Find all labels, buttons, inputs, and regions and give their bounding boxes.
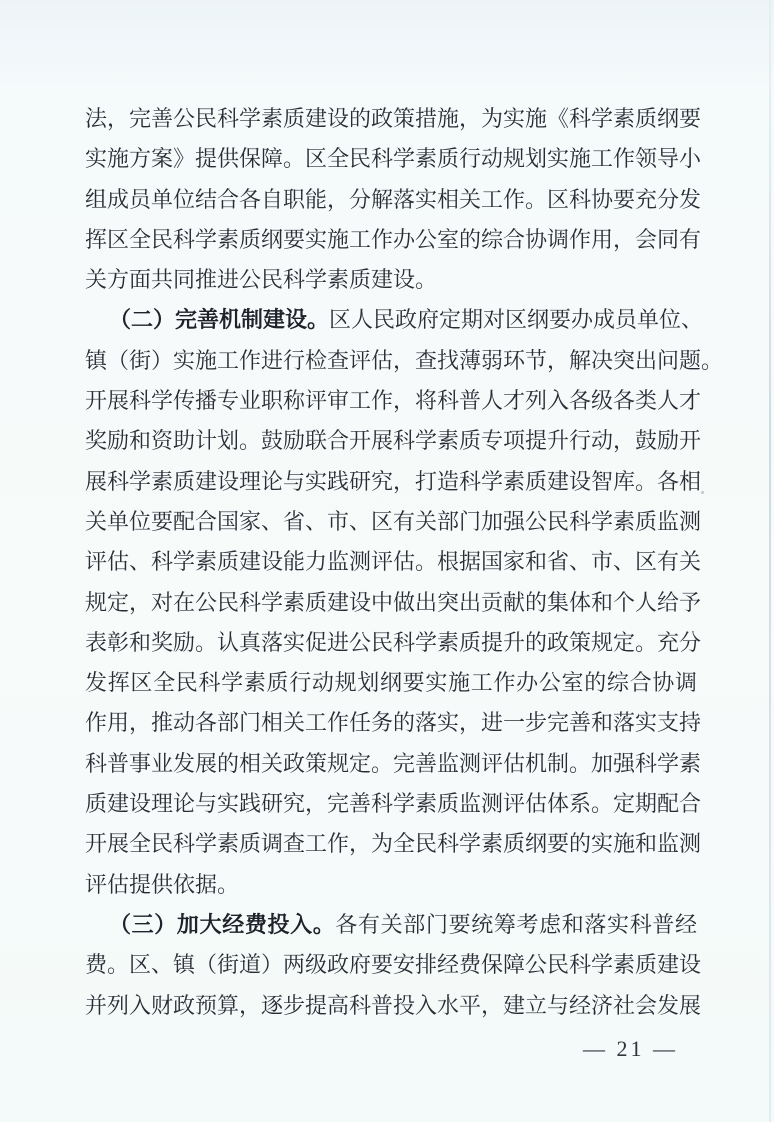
scan-speckle	[701, 491, 704, 494]
document-line	[85, 663, 697, 703]
document-line	[85, 341, 724, 381]
line-text: 关方面共同推进公民科学素质建设。	[85, 267, 438, 293]
line-text: 评估、科学素质建设能力监测评估。根据国家和省、市、区有关	[85, 549, 702, 575]
line-text: 并列入财政预算，逐步提高科普投入水平，建立与经济社会发展	[85, 992, 702, 1018]
document-line	[85, 824, 702, 864]
line-text: 镇（街）实施工作进行检查评估，查找薄弱环节，解决突出问题。	[85, 347, 724, 373]
line-text: 展科学素质建设理论与实践研究，打造科学素质建设智库。各相	[85, 468, 702, 494]
document-line	[85, 381, 702, 421]
document-line	[85, 99, 702, 139]
document-line	[85, 703, 702, 743]
line-text: 表彰和奖励。认真落实促进公民科学素质提升的政策规定。充分	[85, 629, 702, 655]
document-line	[85, 180, 702, 220]
document-line	[85, 583, 702, 623]
document-line	[85, 744, 702, 784]
document-line	[85, 462, 702, 502]
line-text: 关单位要配合国家、省、市、区有关部门加强公民科学素质监测	[85, 508, 702, 534]
document-line	[85, 300, 704, 340]
line-text: 区人民政府定期对区纲要办成员单位、	[329, 307, 704, 333]
line-text: 规定，对在公民科学素质建设中做出突出贡献的集体和个人给予	[85, 589, 702, 615]
line-text: 挥区全民科学素质纲要实施工作办公室的综合协调作用，会同有	[85, 226, 702, 252]
line-text: 开展科学传播专业职称评审工作，将科普人才列入各级各类人才	[85, 388, 702, 414]
document-line	[85, 945, 702, 985]
line-text: 实施方案》提供保障。区全民科学素质行动规划实施工作领导小	[85, 146, 702, 172]
document-line	[85, 220, 702, 260]
page-number: — 21 —	[583, 1036, 678, 1061]
line-text: 组成员单位结合各自职能，分解落实相关工作。区科协要充分发	[85, 186, 702, 212]
line-text: 质建设理论与实践研究，完善科学素质监测评估体系。定期配合	[85, 791, 702, 817]
line-text: 评估提供依据。	[85, 871, 240, 897]
document-line	[85, 542, 702, 582]
document-line	[85, 905, 697, 945]
line-text: 费。区、镇（街道）两级政府要安排经费保障公民科学素质建设	[85, 952, 702, 978]
document-line	[85, 865, 697, 905]
document-line	[85, 139, 702, 179]
document-line	[85, 421, 702, 461]
line-text: 奖励和资助计划。鼓励联合开展科学素质专项提升行动，鼓励开	[85, 428, 702, 454]
scan-speckle	[563, 838, 565, 840]
line-text: 发挥区全民科学素质行动规划纲要实施工作办公室的综合协调	[85, 670, 697, 696]
section-heading: （三）加大经费投入。	[109, 911, 336, 937]
line-text: 科普事业发展的相关政策规定。完善监测评估机制。加强科学素	[85, 750, 702, 776]
line-text: 作用，推动各部门相关工作任务的落实，进一步完善和落实支持	[85, 710, 702, 736]
line-text: 各有关部门要统筹考虑和落实科普经	[335, 911, 697, 937]
document-line	[85, 986, 702, 1026]
document-line	[85, 502, 702, 542]
line-text: 法，完善公民科学素质建设的政策措施，为实施《科学素质纲要	[85, 106, 702, 131]
section-heading: （二）完善机制建设。	[109, 307, 330, 333]
document-text-block	[85, 99, 724, 1026]
document-line	[85, 260, 697, 300]
document-line	[85, 623, 702, 663]
document-line	[85, 784, 702, 824]
line-text: 开展全民科学素质调查工作，为全民科学素质纲要的实施和监测	[85, 831, 702, 857]
